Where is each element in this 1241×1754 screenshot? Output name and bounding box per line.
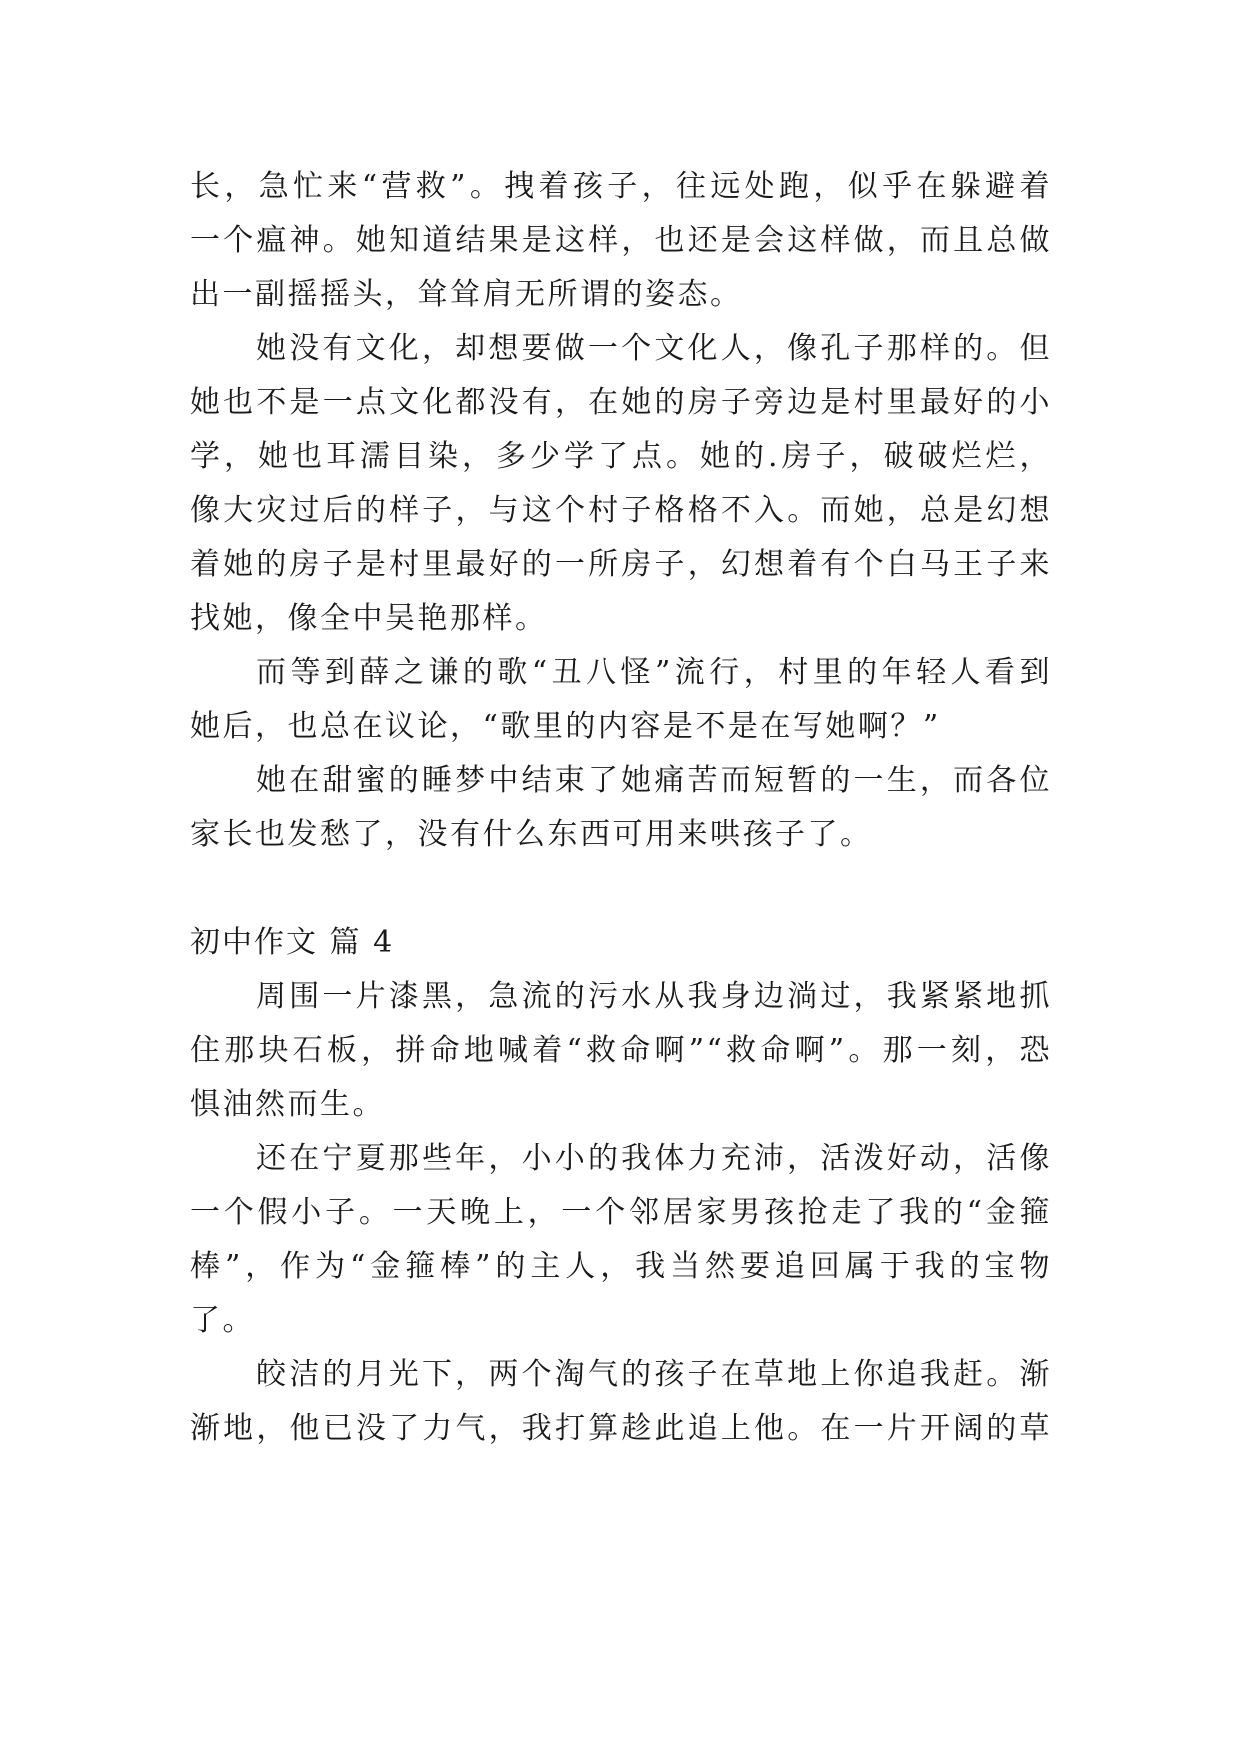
paragraph xyxy=(190,970,1052,1132)
text-line: 渐地，他已没了力气，我打算趁此追上他。在一片开阔的草 xyxy=(190,1411,1052,1446)
text-line: 家长也发愁了，没有什么东西可用来哄孩子了。 xyxy=(190,817,873,852)
text-line: 她后，也总在议论，“歌里的内容是不是在写她啊？” xyxy=(190,709,941,744)
text-line: 学，她也耳濡目染，多少学了点。她的.房子，破破烂烂， xyxy=(190,439,1052,474)
text-line: 而等到薛之谦的歌“丑八怪”流行，村里的年轻人看到 xyxy=(256,655,1052,690)
paragraph xyxy=(190,160,1052,322)
text-line: 着她的房子是村里最好的一所房子，幻想着有个白马王子来 xyxy=(190,547,1052,582)
text-line: 惧油然而生。 xyxy=(190,1087,385,1122)
text-line: 一个假小子。一天晚上，一个邻居家男孩抢走了我的“金箍 xyxy=(190,1195,1052,1230)
section-heading: 初中作文 篇 4 xyxy=(190,925,395,960)
text-line: 她也不是一点文化都没有，在她的房子旁边是村里最好的小 xyxy=(190,385,1052,420)
paragraph xyxy=(190,754,1052,862)
text-line: 一个瘟神。她知道结果是这样，也还是会这样做，而且总做 xyxy=(190,223,1052,258)
section-gap xyxy=(190,862,1052,916)
document-page xyxy=(190,160,1052,1456)
paragraph xyxy=(190,1348,1052,1456)
text-line: 周围一片漆黑，急流的污水从我身边淌过，我紧紧地抓 xyxy=(256,979,1052,1014)
text-line: 找她，像全中吴艳那样。 xyxy=(190,601,548,636)
text-line: 还在宁夏那些年，小小的我体力充沛，活泼好动，活像 xyxy=(256,1141,1052,1176)
text-line: 长，急忙来“营救”。拽着孩子，往远处跑，似乎在躲避着 xyxy=(190,169,1052,204)
paragraph xyxy=(190,646,1052,754)
text-line: 出一副摇摇头，耸耸肩无所谓的姿态。 xyxy=(190,277,743,312)
text-line: 像大灾过后的样子，与这个村子格格不入。而她，总是幻想 xyxy=(190,493,1052,528)
paragraph xyxy=(190,322,1052,646)
text-line: 棒”，作为“金箍棒”的主人，我当然要追回属于我的宝物 xyxy=(190,1249,1052,1284)
text-line: 皎洁的月光下，两个淘气的孩子在草地上你追我赶。渐 xyxy=(256,1357,1052,1392)
text-line: 了。 xyxy=(190,1303,255,1338)
text-line: 她没有文化，却想要做一个文化人，像孔子那样的。但 xyxy=(256,331,1052,366)
text-line: 她在甜蜜的睡梦中结束了她痛苦而短暂的一生，而各位 xyxy=(256,763,1052,798)
paragraph xyxy=(190,1132,1052,1348)
text-line: 住那块石板，拼命地喊着“救命啊”“救命啊”。那一刻，恐 xyxy=(190,1033,1052,1068)
